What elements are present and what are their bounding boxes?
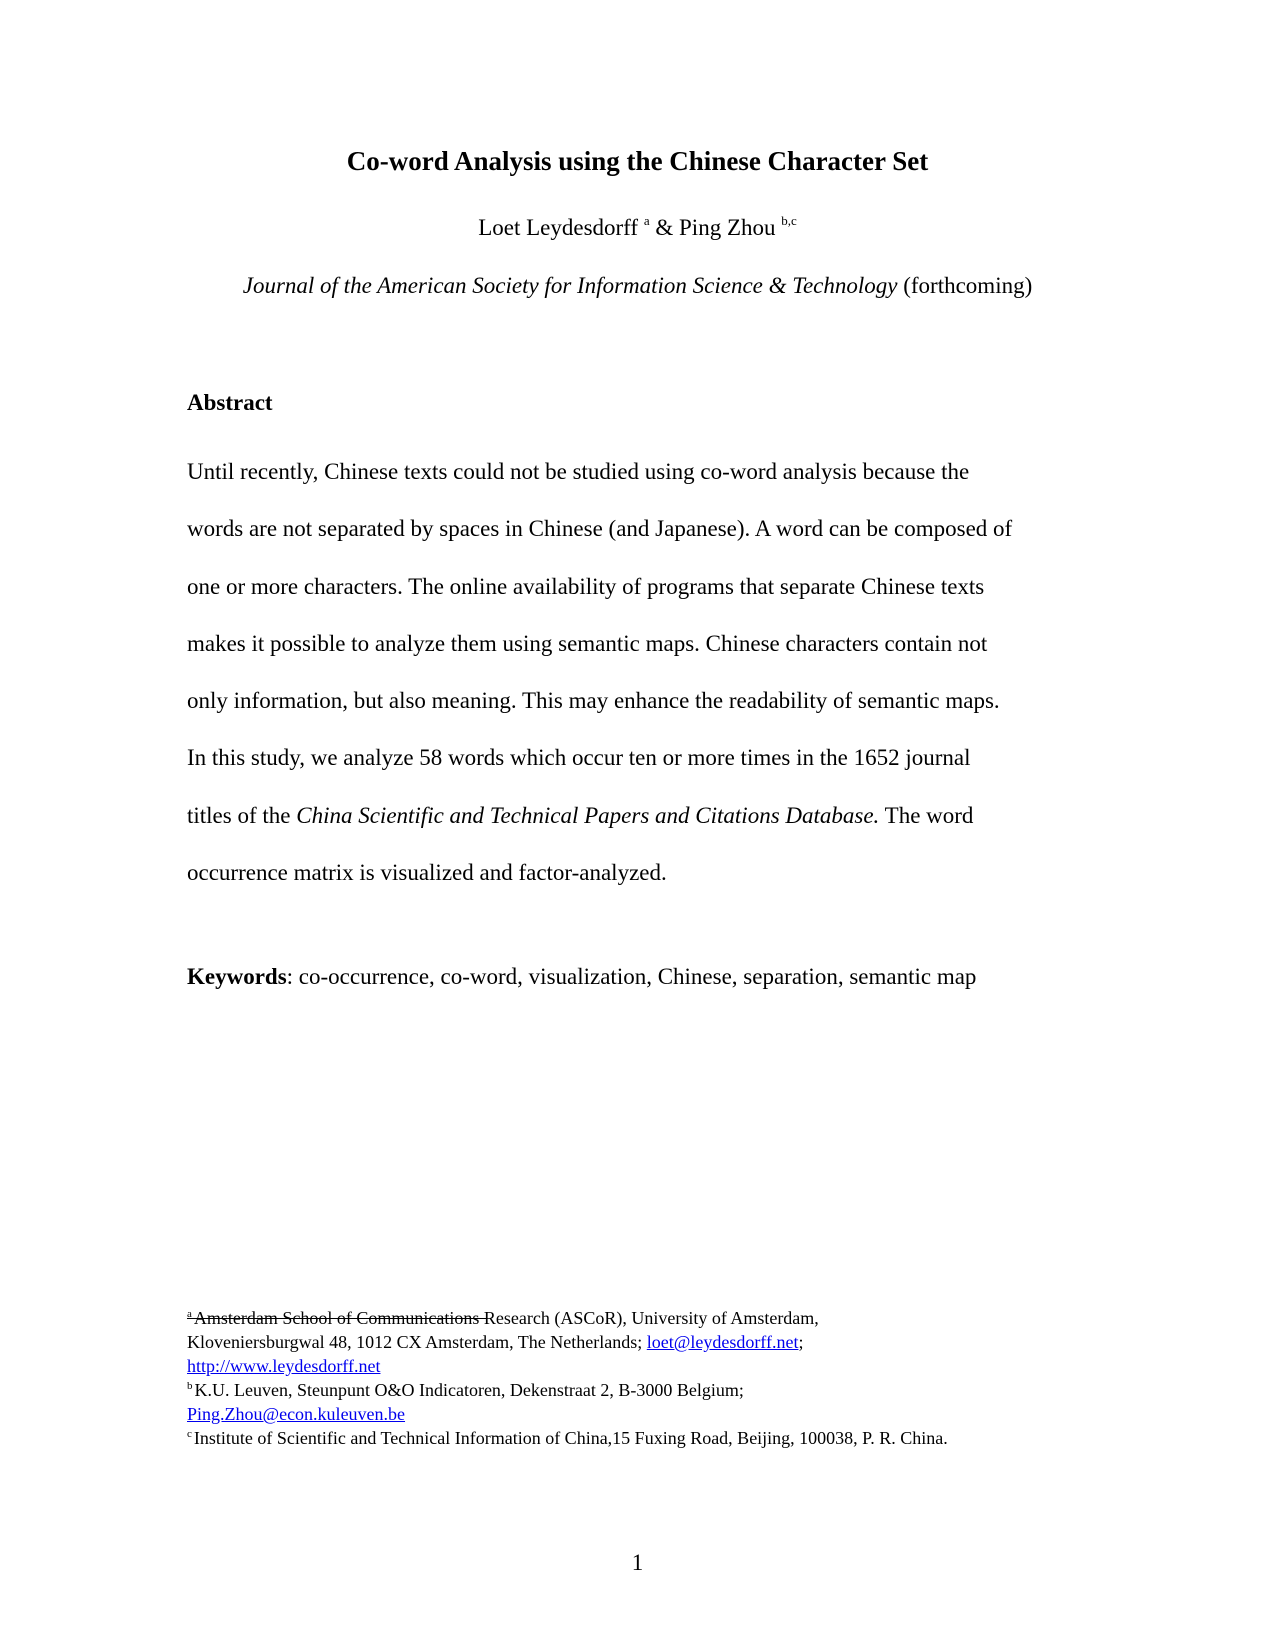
database-name: China Scientific and Technical Papers and Citations Database.: [296, 802, 880, 828]
keywords-text: : co-occurrence, co-word, visualization, Chinese, separation, semantic map: [286, 964, 977, 989]
author-2: Ping Zhou: [679, 215, 776, 240]
footnote-a: [187, 1306, 1087, 1333]
author-line: [0, 213, 1275, 246]
journal-name: Journal of the American Society for Information Science & Technology: [242, 273, 898, 298]
footnote-b: [187, 1378, 1087, 1405]
website-link[interactable]: http://www.leydesdorff.net: [187, 1356, 381, 1376]
author-1-affiliation: a: [643, 213, 650, 228]
abstract-line: occurrence matrix is visualized and factor-analyzed.: [187, 860, 667, 886]
footnote-text: Kloveniersburgwal 48, 1012 CX Amsterdam, The Netherlands;: [187, 1332, 643, 1352]
author-2-affiliation: b,c: [781, 213, 797, 228]
footnote-b-line-2: [187, 1402, 1087, 1426]
footnote-text: Institute of Scientific and Technical Information of China,15 Fuxing Road, Beijing, 100038, P. R. China.: [193, 1428, 948, 1448]
footnote-marker: b: [187, 1380, 193, 1392]
abstract-line: words are not separated by spaces in Chinese (and Japanese). A word can be composed of: [187, 516, 1013, 542]
footnote-marker: a: [187, 1308, 192, 1320]
journal-line: [0, 271, 1275, 301]
footnote-a-line-2: [187, 1330, 1087, 1354]
abstract-line: In this study, we analyze 58 words which occur ten or more times in the 1652 journal: [187, 745, 971, 771]
footnote-a-line-3: [187, 1354, 1087, 1378]
footnote-text: K.U. Leuven, Steunpunt O&O Indicatoren, Dekenstraat 2, B-3000 Belgium;: [194, 1380, 744, 1400]
abstract-line: only information, but also meaning. This may enhance the readability of semantic maps.: [187, 688, 1000, 714]
footnote-c: [187, 1426, 1087, 1453]
author-1: Loet Leydesdorff: [478, 215, 639, 240]
footnote-text: Amsterdam School of Communications Research (ASCoR), University of Amsterdam,: [193, 1308, 819, 1328]
publication-status: (forthcoming): [903, 273, 1033, 298]
abstract-heading: Abstract: [187, 390, 273, 415]
paper-title: Co-word Analysis using the Chinese Character Set: [346, 146, 929, 176]
footnote-marker: c: [187, 1428, 192, 1440]
author-separator: &: [655, 215, 674, 240]
keywords-label: Keywords: [187, 964, 287, 989]
page-number: 1: [631, 1550, 644, 1575]
email-link[interactable]: Ping.Zhou@econ.kuleuven.be: [187, 1404, 406, 1424]
abstract-line: one or more characters. The online availability of programs that separate Chinese texts: [187, 573, 985, 599]
email-link[interactable]: loet@leydesdorff.net: [646, 1332, 799, 1352]
abstract-body: [187, 443, 1087, 901]
abstract-line: Until recently, Chinese texts could not be studied using co-word analysis because the: [187, 459, 970, 484]
abstract-text: The word: [884, 802, 974, 828]
abstract-text: titles of the: [187, 802, 291, 828]
footnote-punct: ;: [798, 1332, 804, 1352]
abstract-line: makes it possible to analyze them using semantic maps. Chinese characters contain not: [187, 630, 988, 656]
keywords-line: [187, 962, 976, 992]
abstract-line: [187, 787, 1087, 844]
